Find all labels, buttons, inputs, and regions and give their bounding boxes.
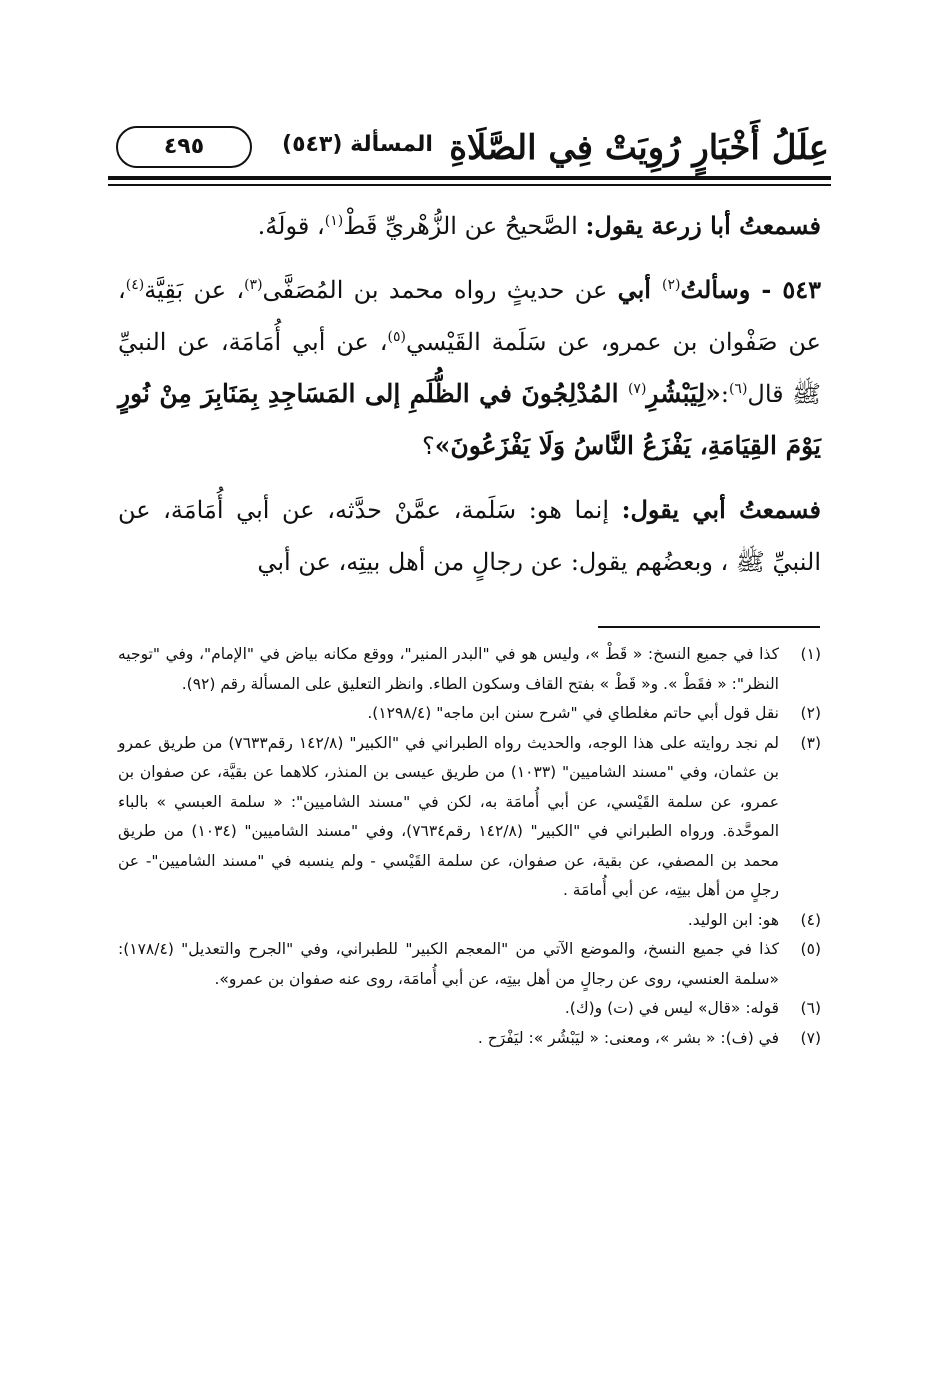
footnote-ref-2: (٢)	[661, 277, 681, 293]
footnote-text: كذا في جميع النسخ: « قَطْ »، وليس هو في "البدر المنير"، ووقع مكانه بياض في "الإمام"، وفي "توجيه النظر": « فقَطْ ». و« قَطْ » بفتح القاف وسكون الطاء. وانظر التعليق على المسألة رقم (٩٢).	[118, 645, 779, 693]
footnotes	[118, 640, 821, 1053]
footnote-separator	[598, 626, 820, 628]
footnote-ref-5: (٥)	[387, 329, 406, 345]
footnote-ref-3: (٣)	[244, 277, 263, 293]
isnad-part-d: ، عن أبي أُمَامَة، عن النبيِّ ﷺ قال	[118, 328, 821, 408]
paragraph-1	[118, 200, 821, 252]
page-number: ٤٩٥	[116, 126, 252, 168]
narrator-intro: فسمعتُ أبا زرعة يقول:	[585, 211, 821, 240]
running-header	[110, 118, 829, 178]
footnote-text: كذا في جميع النسخ، والموضع الآتي من "المعجم الكبير" للطبراني، وفي "الجرح والتعديل" (١٧٨/٤): «سلمة العنسي، روى عن رجالٍ من أهل بيتِه، عن أبي أُمامَة، روى عنه صفوان بن عمرو».	[118, 940, 779, 988]
footnote-text: لم نجد روايته على هذا الوجه، والحديث رواه الطبراني في "الكبير" (١٤٢/٨ رقم٧٦٣٣) من طريق عمرو بن عثمان، وفي "مسند الشاميين" (١٠٣٣) من طريق عيسى بن المنذر، كلاهما عن بقيَّة، عن صفوان بن عمرو، عن سلمة القَيْسي، عن أبي أُمامَة به، لكن في "مسند الشاميين": « سلمة العبسي » بالباء الموحَّدة. ورواه الطبراني في "الكبير" (١٤٢/٨ رقم٧٦٣٤)، وفي "مسند الشاميين" (١٠٣٤) من طريق محمد بن المصفي، عن بقية، عن صفوان، عن سلمة القَيْسي - ولم ينسبه في "مسند الشاميين"- عن رجلٍ من أهل بيتِه، عن أبي أُمامَة .	[118, 733, 780, 899]
footnote-ref-4: (٤)	[125, 277, 145, 293]
footnote-number: (٦)	[800, 999, 821, 1017]
footnote	[118, 729, 821, 906]
footnote-text: هو: ابن الوليد.	[687, 910, 779, 929]
paragraph-3	[118, 484, 821, 588]
isnad-part-e: :	[720, 380, 729, 408]
father-answer-intro: فسمعتُ أبي يقول:	[621, 495, 822, 524]
footnote-number: (٧)	[800, 1028, 821, 1047]
footnote-ref-7: (٧)	[627, 381, 647, 397]
footnote-number: (٢)	[800, 704, 821, 722]
statement-text: الصَّحيحُ عن الزُّهْريِّ قَطْ	[343, 212, 586, 240]
question-number: ٥٤٣ - وسألتُ	[680, 275, 822, 304]
father-answer-text: إنما هو: سَلَمة، عمَّنْ حدَّثه، عن أبي أُمَامَة، عن النبيِّ ﷺ ، وبعضُهم يقول: عن رجالٍ من أهل بيتِه، عن أبي	[118, 496, 821, 576]
isnad-part-c: ، عن صَفْوان بن عمرو، عن سَلَمة القَيْسي	[118, 276, 821, 356]
footnote-text: نقل قول أبي حاتم مغلطاي في "شرح سنن ابن ماجه" (١٢٩٨/٤).	[367, 704, 779, 722]
header-rule-thin	[108, 184, 831, 186]
paragraph-2	[118, 264, 821, 472]
footnote	[118, 906, 821, 936]
hadith-text: المُدْلِجُونَ في الظُّلَمِ إلى المَسَاجِدِ بِمَنَابِرَ مِنْ نُورٍ يَوْمَ القِيَامَةِ، يَفْزَعُ النَّاسُ وَلَا يَفْزَعُونَ»	[118, 379, 821, 460]
footnote-number: (٤)	[800, 910, 821, 929]
footnote	[118, 699, 821, 729]
footnote	[118, 994, 821, 1024]
isnad-part-a: عن حديثٍ رواه محمد بن المُصَفَّى	[262, 276, 618, 304]
footnote-number: (١)	[800, 645, 821, 663]
statement-end: ، قولَهُ.	[257, 212, 325, 240]
header-rule-thick	[108, 176, 831, 180]
footnote-number: (٥)	[800, 940, 821, 958]
footnote-ref-6: (٦)	[728, 381, 748, 397]
main-text	[118, 200, 821, 588]
footnote-ref-1: (١)	[324, 213, 344, 229]
hadith-text-start: «لِيَبْشُرِ	[646, 379, 721, 408]
footnote-number: (٣)	[800, 733, 821, 752]
footnote	[118, 640, 821, 699]
question-mark: ؟	[422, 432, 435, 460]
footnote-text: في (ف): « بشر »، ومعنى: « ليَبْشُر »: ليَفْرَح .	[477, 1028, 779, 1047]
isnad-part-b: ، عن بَقِيَّة	[144, 276, 245, 304]
footnote	[118, 1024, 821, 1054]
book-title: عِلَلُ أَخْبَارٍ رُوِيَتْ فِي الصَّلَاةِ	[449, 128, 829, 168]
footnote-text: قوله: «قال» ليس في (ت) و(ك).	[564, 999, 779, 1017]
footnote	[118, 935, 821, 994]
question-label: المسألة (٥٤٣)	[282, 132, 433, 157]
father-word: أبي	[617, 275, 662, 304]
